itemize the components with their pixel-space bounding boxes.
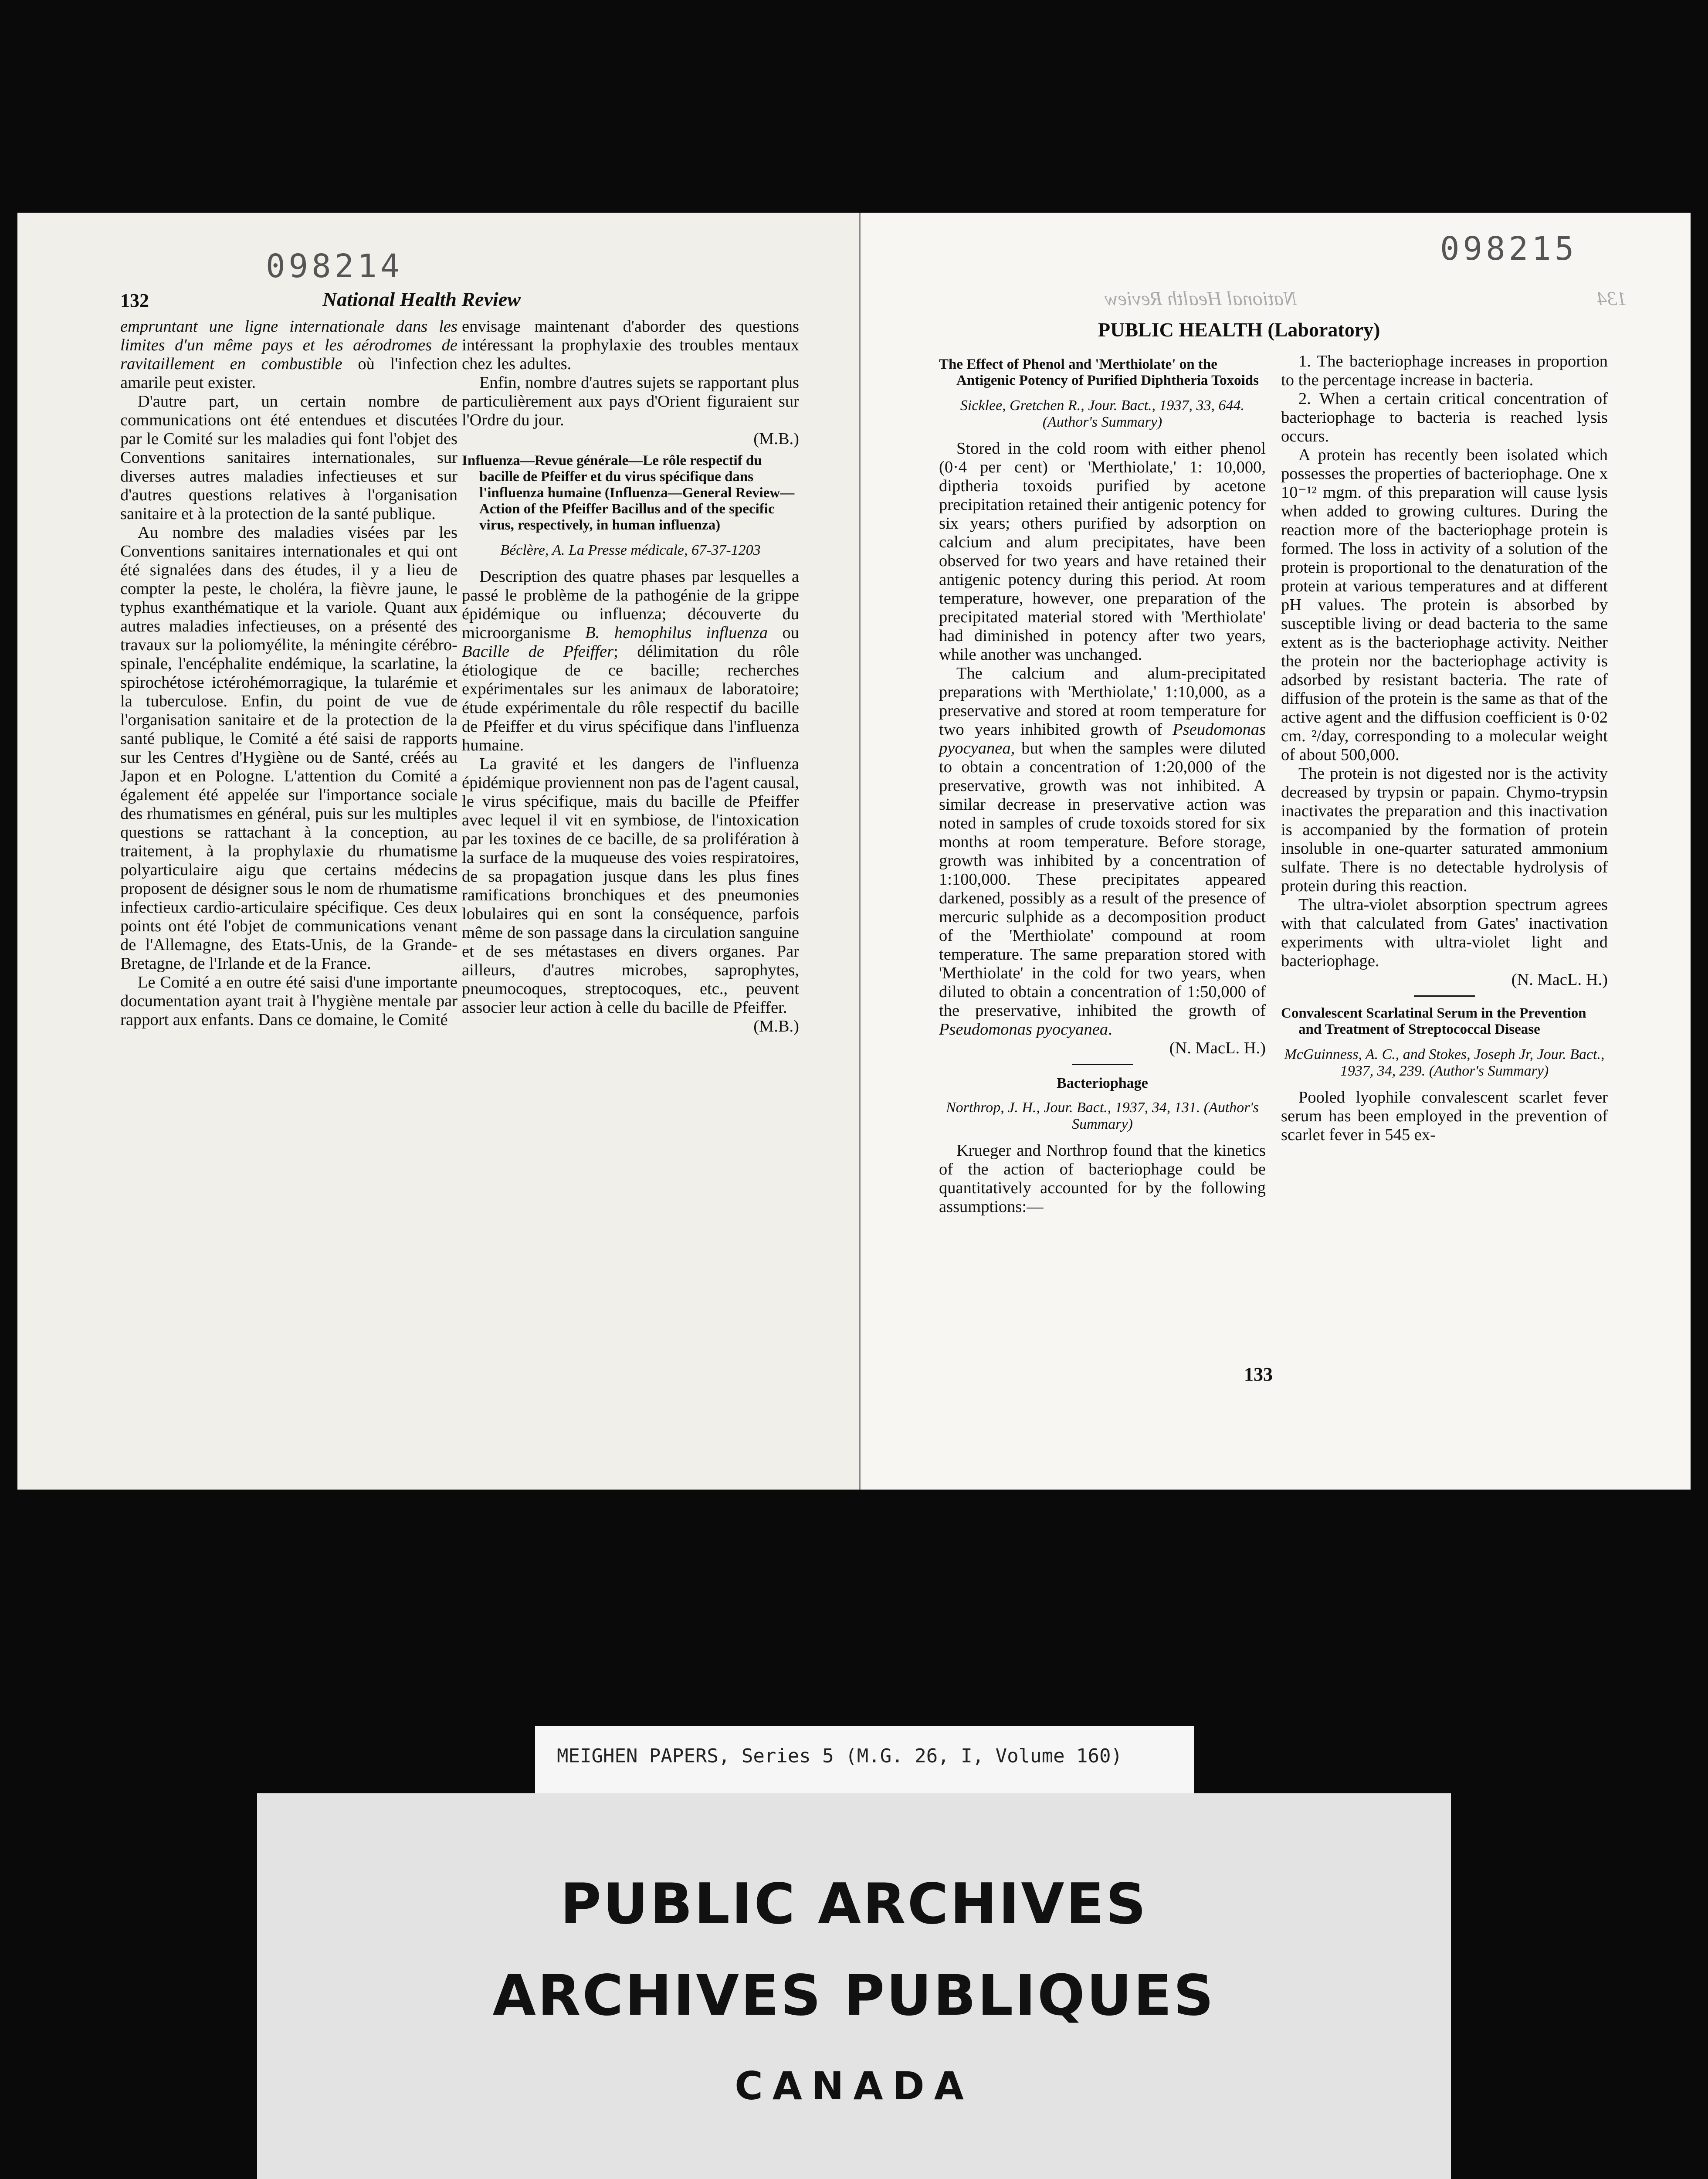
paragraph: The protein is not digested nor is the activity decreased by trypsin or papain. Chymo-trypsin inactivates the preparation and this inactivation is accompanied by the formation of protein insoluble in one-quarter saturated ammonium sulfate. There is no detectable hydrolysis of protein during this reaction.	[1281, 764, 1608, 895]
article-heading: Convalescent Scarlatinal Serum in the Prevention and Treatment of Streptococcal Disease	[1281, 1005, 1586, 1037]
citation: Béclère, A. La Presse médicale, 67-37-1203	[500, 542, 761, 558]
paragraph: Le Comité a en outre été saisi d'une importante documentation ayant trait à l'hygiène mentale par rapport aux enfants. Dans ce domaine, le Comité	[120, 973, 458, 1029]
signature: (M.B.)	[753, 1017, 799, 1035]
paragraph: 1. The bacteriophage increases in proportion to the percentage increase in bacteria.	[1281, 352, 1608, 389]
text-run: .	[1108, 1020, 1112, 1039]
right-page	[861, 213, 1691, 1490]
left-running-head: National Health Review	[322, 288, 521, 310]
text-run: ; délimitation du rôle étiologique de ce bacille; recherches expérimentales sur les animaux de laboratoire; étude expérimentale du rôle respectif du bacille de Pfeiffer et du virus spécifique dans l'influenza humaine.	[462, 642, 799, 754]
italic-phrase: Pseudomonas pyocyanea	[939, 1020, 1108, 1039]
paragraph: Enfin, nombre d'autres sujets se rapportant plus particulièrement aux pays d'Orient figuraient sur l'Ordre du jour.	[462, 373, 799, 429]
paragraph	[939, 664, 1266, 1039]
section-divider	[1072, 1064, 1133, 1065]
collection-label-strip	[535, 1726, 1194, 1797]
paragraph: Stored in the cold room with either phenol (0·4 per cent) or 'Merthiolate,' 1: 10,000, diptheria toxoids purified by acetone precipitation retained their antigenic potency for six years; others purified by adsorption on calcium and alum precipitates, have been observed for two years and have retained their antigenic potency during this period. At room temperature, however, one preparation of the precipitated material stored with 'Merthiolate' had diminished in potency after two years, while another was unchanged.	[939, 439, 1266, 664]
bleed-through-running-head: National Health Review	[1105, 287, 1298, 309]
article-heading: The Effect of Phenol and 'Merthiolate' on the Antigenic Potency of Purified Diphtheria Toxoids	[939, 356, 1259, 388]
paragraph: 2. When a certain critical concentration of bacteriophage to bacteria is reached lysis occurs.	[1281, 390, 1608, 445]
paragraph: Au nombre des maladies visées par les Conventions sanitaires internationales et qui ont été signalées dans des études, il y a lieu de compter la peste, le choléra, la fièvre jaune, le typhus exanthématique et la variole. Quant aux autres maladies infectieuses, on a présenté des travaux sur la poliomyélite, la méningite cérébro-spinale, l'encéphalite endémique, la scarlatine, la spirochétose ictérohémorragique, la tularémie et la tuberculose. Enfin, du point de vue de l'organisation sanitaire et de la protection de la santé publique, le Comité a été saisi de rapports sur les Centres d'Hygiène ou de Santé, créés au Japon et en Pologne. L'attention du Comité a également été appelée sur l'importance sociale des rhumatismes en général, puis sur les multiples questions se rattachant à la conception, au traitement, à la prophylaxie du rhumatisme polyarticulaire aigu que certains médecins proposent de désigner sous le nom de rhumatisme infectieux cardio-articulaire spécifique. Ces deux points ont été l'objet de communications venant de l'Allemagne, des Etats-Unis, de la Grande-Bretagne, de l'Irlande et de la France.	[120, 523, 458, 973]
italic-phrase: Bacille de Pfeiffer	[462, 642, 614, 661]
article-heading: Influenza—Revue générale—Le rôle respectif du bacille de Pfeiffer et du virus spécifique dans l'influenza humaine (Influenza—General Review—Action of the Pfeiffer Bacillus and of the specific virus, respectively, in human influenza)	[462, 453, 795, 533]
right-column-2	[1281, 352, 1608, 1144]
archive-card-line-1: PUBLIC ARCHIVES	[560, 1872, 1148, 1937]
italic-phrase: Pseudomonas pyocyanea	[939, 720, 1266, 757]
microfilm-page-spread	[17, 213, 1691, 1490]
archive-target-card	[257, 1793, 1451, 2179]
text-run: ou	[767, 624, 799, 642]
right-page-number: 133	[1244, 1364, 1273, 1385]
bleed-through-page-number: 134	[1597, 287, 1627, 309]
text-run: où l'infection amarile peut exister.	[120, 355, 458, 392]
text-run: Description des quatre phases par lesquelles a passé le problème de la pathogénie de la grippe épidémique ou influenza; découverte du microorganisme	[462, 567, 799, 642]
archive-card-line-3: CANADA	[735, 2064, 973, 2108]
right-page-stamp: 098215	[1440, 230, 1578, 268]
left-column-1	[120, 317, 458, 1029]
paragraph: Pooled lyophile convalescent scarlet fever serum has been employed in the prevention of scarlet fever in 545 ex-	[1281, 1088, 1608, 1144]
left-page-stamp: 098214	[266, 248, 403, 285]
italic-phrase: empruntant une ligne internationale dans les limites d'un même pays et les aérodromes de ravitaillement en combustible	[120, 317, 458, 373]
section-divider	[1414, 995, 1475, 997]
section-title: PUBLIC HEALTH (Laboratory)	[1098, 319, 1380, 341]
paragraph: Krueger and Northrop found that the kinetics of the action of bacteriophage could be quantitatively accounted for by the following assumptions:—	[939, 1141, 1266, 1216]
collection-label-text: MEIGHEN PAPERS, Series 5 (M.G. 26, I, Volume 160)	[557, 1745, 1123, 1767]
signature: (N. MacL. H.)	[1169, 1039, 1266, 1057]
paragraph: La gravité et les dangers de l'influenza épidémique proviennent non pas de l'agent causal, le virus spécifique, mais du bacille de Pfeiffer avec lequel il vit en symbiose, de l'intoxication par les toxines de ce bacille, de sa prolifération à la surface de la muqueuse des voies respiratoires, de sa propagation jusque dans les plus fines ramifications bronchiques et des pneumonies lobulaires qui en sont la conséquence, parfois même de son passage dans la circulation sanguine et de ses métastases en divers organes. Par ailleurs, d'autres microbes, saprophytes, pneumocoques, streptocoques, etc., peuvent associer leur action à celle du bacille de Pfeiffer.	[462, 755, 799, 1017]
signature: (M.B.)	[753, 430, 799, 448]
text-run: , but when the samples were diluted to obtain a concentration of 1:20,000 of the preservative, growth was not inhibited. A similar decrease in preservative action was noted in samples of crude toxoids stored for six months at room temperature. Before storage, growth was inhibited by a concentration of 1:100,000. These precipitates appeared darkened, possibly as a result of the presence of mercuric sulphide as a decomposition product of the 'Merthiolate' compound at room temperature. The same preparation stored with 'Merthiolate' in the cold for two years, when diluted to obtain a concentration of 1:50,000 of the preservative, inhibited the growth of	[939, 739, 1266, 1020]
paragraph	[120, 317, 458, 392]
text-run: The calcium and alum-precipitated preparations with 'Merthiolate,' 1:10,000, as a preservative and stored at room temperature for two years inhibited growth of	[939, 664, 1266, 739]
paragraph: A protein has recently been isolated which possesses the properties of bacteriophage. One x 10⁻¹² mgm. of this preparation will cause lysis when added to growing cultures. During the reaction more of the bacteriophage protein is formed. The loss in activity of a solution of the protein is proportional to the denaturation of the protein at various temperatures and at different pH values. The protein is absorbed by susceptible living or dead bacteria to the same extent as is the bacteriophage activity. Neither the protein nor the bacteriophage activity is adsorbed by resistant bacteria. The rate of diffusion of the protein is the same as that of the active agent and the diffusion coefficient is 0·02 cm. ²/day, corresponding to a molecular weight of about 500,000.	[1281, 446, 1608, 764]
italic-phrase: B. hemophilus influenza	[585, 624, 768, 642]
paragraph: envisage maintenant d'aborder des questions intéressant la prophylaxie des troubles mentaux chez les adultes.	[462, 317, 799, 373]
left-page	[17, 213, 861, 1490]
archive-card-line-2: ARCHIVES PUBLIQUES	[492, 1963, 1216, 2028]
citation: Sicklee, Gretchen R., Jour. Bact., 1937, 33, 644. (Author's Summary)	[960, 397, 1245, 430]
citation: McGuinness, A. C., and Stokes, Joseph Jr, Jour. Bact., 1937, 34, 239. (Author's Summary)	[1284, 1046, 1605, 1079]
article-heading: Bacteriophage	[1057, 1075, 1148, 1091]
paragraph: The ultra-violet absorption spectrum agrees with that calculated from Gates' inactivation experiments with ultra-violet light and bacteriophage.	[1281, 896, 1608, 970]
citation: Northrop, J. H., Jour. Bact., 1937, 34, 131. (Author's Summary)	[946, 1100, 1259, 1132]
left-column-2	[462, 317, 799, 1036]
left-page-number: 132	[120, 290, 149, 311]
paragraph: D'autre part, un certain nombre de communications ont été entendues et discutées par le Comité sur les maladies qui font l'objet des Conventions sanitaires internationales, sur diverses autres maladies infectieuses et sur d'autres questions relatives à l'organisation sanitaire et à la protection de la santé publique.	[120, 392, 458, 523]
right-column-1	[939, 352, 1266, 1216]
signature: (N. MacL. H.)	[1511, 971, 1608, 989]
paragraph	[462, 567, 799, 755]
